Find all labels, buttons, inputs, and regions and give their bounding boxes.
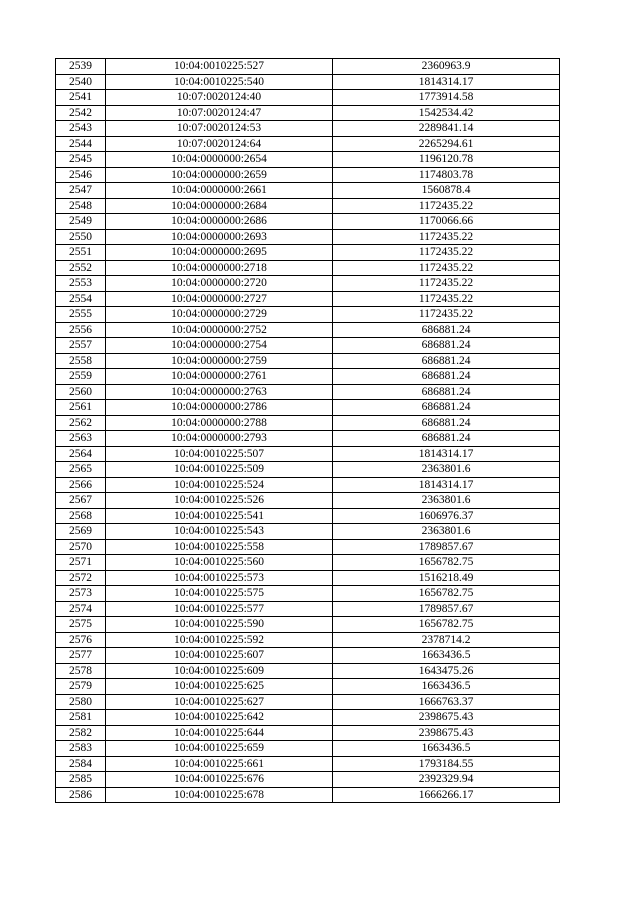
table-row: [56, 663, 560, 679]
table-row: [56, 679, 560, 695]
cadastral-number-cell: 10:04:0000000:2729: [106, 307, 333, 323]
row-number-cell: 2549: [56, 214, 106, 230]
table-row: [56, 152, 560, 168]
row-number-cell: 2564: [56, 446, 106, 462]
cadastral-number-cell: 10:04:0010225:560: [106, 555, 333, 571]
value-cell: 1793184.55: [333, 756, 560, 772]
value-cell: 686881.24: [333, 369, 560, 385]
row-number-cell: 2554: [56, 291, 106, 307]
cadastral-number-cell: 10:04:0010225:509: [106, 462, 333, 478]
row-number-cell: 2560: [56, 384, 106, 400]
cadastral-number-cell: 10:04:0000000:2654: [106, 152, 333, 168]
value-cell: 686881.24: [333, 322, 560, 338]
row-number-cell: 2561: [56, 400, 106, 416]
table-row: [56, 59, 560, 75]
table-row: [56, 524, 560, 540]
cadastral-number-cell: 10:04:0010225:573: [106, 570, 333, 586]
cadastral-number-cell: 10:04:0010225:541: [106, 508, 333, 524]
row-number-cell: 2575: [56, 617, 106, 633]
cadastral-number-cell: 10:04:0010225:607: [106, 648, 333, 664]
value-cell: 1606976.37: [333, 508, 560, 524]
cadastral-number-cell: 10:04:0010225:676: [106, 772, 333, 788]
table-row: [56, 322, 560, 338]
value-cell: 1542534.42: [333, 105, 560, 121]
table-row: [56, 74, 560, 90]
cadastral-number-cell: 10:04:0010225:527: [106, 59, 333, 75]
value-cell: 1789857.67: [333, 539, 560, 555]
value-cell: 1560878.4: [333, 183, 560, 199]
table-row: [56, 229, 560, 245]
row-number-cell: 2547: [56, 183, 106, 199]
table-row: [56, 508, 560, 524]
value-cell: 1656782.75: [333, 555, 560, 571]
value-cell: 1656782.75: [333, 617, 560, 633]
row-number-cell: 2580: [56, 694, 106, 710]
value-cell: 1666266.17: [333, 787, 560, 803]
row-number-cell: 2571: [56, 555, 106, 571]
row-number-cell: 2555: [56, 307, 106, 323]
table-body: [56, 59, 560, 803]
row-number-cell: 2551: [56, 245, 106, 261]
value-cell: 1516218.49: [333, 570, 560, 586]
cadastral-number-cell: 10:04:0010225:526: [106, 493, 333, 509]
value-cell: 2360963.9: [333, 59, 560, 75]
table-row: [56, 617, 560, 633]
table-row: [56, 214, 560, 230]
table-row: [56, 167, 560, 183]
row-number-cell: 2567: [56, 493, 106, 509]
value-cell: 1643475.26: [333, 663, 560, 679]
value-cell: 1172435.22: [333, 198, 560, 214]
table-row: [56, 741, 560, 757]
cadastral-number-cell: 10:04:0010225:678: [106, 787, 333, 803]
cadastral-number-cell: 10:04:0010225:661: [106, 756, 333, 772]
value-cell: 2289841.14: [333, 121, 560, 137]
row-number-cell: 2576: [56, 632, 106, 648]
row-number-cell: 2543: [56, 121, 106, 137]
row-number-cell: 2572: [56, 570, 106, 586]
value-cell: 1814314.17: [333, 74, 560, 90]
value-cell: 2378714.2: [333, 632, 560, 648]
table-row: [56, 539, 560, 555]
table-row: [56, 291, 560, 307]
row-number-cell: 2586: [56, 787, 106, 803]
row-number-cell: 2584: [56, 756, 106, 772]
cadastral-number-cell: 10:04:0010225:644: [106, 725, 333, 741]
row-number-cell: 2579: [56, 679, 106, 695]
table-row: [56, 710, 560, 726]
table-row: [56, 353, 560, 369]
table-row: [56, 415, 560, 431]
value-cell: 2398675.43: [333, 710, 560, 726]
row-number-cell: 2546: [56, 167, 106, 183]
value-cell: 1172435.22: [333, 291, 560, 307]
value-cell: 2392329.94: [333, 772, 560, 788]
cadastral-number-cell: 10:04:0000000:2752: [106, 322, 333, 338]
table-row: [56, 183, 560, 199]
cadastral-number-cell: 10:04:0010225:642: [106, 710, 333, 726]
table-row: [56, 462, 560, 478]
cadastral-number-cell: 10:07:0020124:53: [106, 121, 333, 137]
table-row: [56, 756, 560, 772]
row-number-cell: 2585: [56, 772, 106, 788]
cadastral-number-cell: 10:04:0000000:2684: [106, 198, 333, 214]
cadastral-number-cell: 10:04:0010225:592: [106, 632, 333, 648]
table-row: [56, 105, 560, 121]
table-row: [56, 725, 560, 741]
row-number-cell: 2562: [56, 415, 106, 431]
value-cell: 1663436.5: [333, 648, 560, 664]
table-row: [56, 787, 560, 803]
cadastral-number-cell: 10:04:0000000:2786: [106, 400, 333, 416]
table-row: [56, 772, 560, 788]
row-number-cell: 2559: [56, 369, 106, 385]
row-number-cell: 2583: [56, 741, 106, 757]
row-number-cell: 2539: [56, 59, 106, 75]
table-row: [56, 260, 560, 276]
cadastral-number-cell: 10:04:0010225:507: [106, 446, 333, 462]
value-cell: 2363801.6: [333, 493, 560, 509]
cadastral-number-cell: 10:04:0000000:2793: [106, 431, 333, 447]
cadastral-number-cell: 10:04:0010225:625: [106, 679, 333, 695]
cadastral-number-cell: 10:04:0000000:2661: [106, 183, 333, 199]
cadastral-number-cell: 10:04:0000000:2695: [106, 245, 333, 261]
value-cell: 1172435.22: [333, 245, 560, 261]
row-number-cell: 2565: [56, 462, 106, 478]
value-cell: 686881.24: [333, 353, 560, 369]
cadastral-number-cell: 10:04:0000000:2659: [106, 167, 333, 183]
value-cell: 1174803.78: [333, 167, 560, 183]
table-row: [56, 431, 560, 447]
value-cell: 1172435.22: [333, 307, 560, 323]
value-cell: 686881.24: [333, 338, 560, 354]
value-cell: 1666763.37: [333, 694, 560, 710]
cadastral-number-cell: 10:04:0000000:2761: [106, 369, 333, 385]
value-cell: 2363801.6: [333, 524, 560, 540]
table-row: [56, 570, 560, 586]
row-number-cell: 2556: [56, 322, 106, 338]
table-row: [56, 555, 560, 571]
row-number-cell: 2541: [56, 90, 106, 106]
row-number-cell: 2573: [56, 586, 106, 602]
table-row: [56, 400, 560, 416]
row-number-cell: 2544: [56, 136, 106, 152]
cadastral-number-cell: 10:04:0010225:524: [106, 477, 333, 493]
row-number-cell: 2578: [56, 663, 106, 679]
table-row: [56, 586, 560, 602]
cadastral-number-cell: 10:04:0000000:2727: [106, 291, 333, 307]
row-number-cell: 2558: [56, 353, 106, 369]
value-cell: 1172435.22: [333, 229, 560, 245]
cadastral-number-cell: 10:04:0000000:2759: [106, 353, 333, 369]
cadastral-number-cell: 10:04:0000000:2718: [106, 260, 333, 276]
value-cell: 1656782.75: [333, 586, 560, 602]
cadastral-number-cell: 10:04:0010225:575: [106, 586, 333, 602]
row-number-cell: 2552: [56, 260, 106, 276]
table-row: [56, 493, 560, 509]
row-number-cell: 2570: [56, 539, 106, 555]
row-number-cell: 2577: [56, 648, 106, 664]
cadastral-number-cell: 10:04:0000000:2788: [106, 415, 333, 431]
row-number-cell: 2574: [56, 601, 106, 617]
table-row: [56, 694, 560, 710]
table-row: [56, 90, 560, 106]
row-number-cell: 2563: [56, 431, 106, 447]
table-row: [56, 338, 560, 354]
value-cell: 1789857.67: [333, 601, 560, 617]
cadastral-number-cell: 10:04:0000000:2720: [106, 276, 333, 292]
table-row: [56, 446, 560, 462]
cadastral-number-cell: 10:04:0010225:540: [106, 74, 333, 90]
table-row: [56, 245, 560, 261]
value-cell: 2398675.43: [333, 725, 560, 741]
value-cell: 686881.24: [333, 431, 560, 447]
row-number-cell: 2582: [56, 725, 106, 741]
row-number-cell: 2545: [56, 152, 106, 168]
value-cell: 1814314.17: [333, 477, 560, 493]
cadastral-number-cell: 10:04:0000000:2693: [106, 229, 333, 245]
cadastral-number-cell: 10:04:0000000:2754: [106, 338, 333, 354]
value-cell: 686881.24: [333, 400, 560, 416]
row-number-cell: 2581: [56, 710, 106, 726]
row-number-cell: 2540: [56, 74, 106, 90]
table-row: [56, 601, 560, 617]
row-number-cell: 2557: [56, 338, 106, 354]
row-number-cell: 2569: [56, 524, 106, 540]
value-cell: 2265294.61: [333, 136, 560, 152]
cadastral-number-cell: 10:04:0010225:627: [106, 694, 333, 710]
cadastral-number-cell: 10:04:0010225:543: [106, 524, 333, 540]
row-number-cell: 2548: [56, 198, 106, 214]
table-row: [56, 384, 560, 400]
cadastral-number-cell: 10:04:0000000:2686: [106, 214, 333, 230]
row-number-cell: 2568: [56, 508, 106, 524]
cadastral-number-cell: 10:07:0020124:64: [106, 136, 333, 152]
value-cell: 1814314.17: [333, 446, 560, 462]
cadastral-number-cell: 10:04:0010225:577: [106, 601, 333, 617]
value-cell: 1773914.58: [333, 90, 560, 106]
value-cell: 686881.24: [333, 384, 560, 400]
row-number-cell: 2542: [56, 105, 106, 121]
table-row: [56, 198, 560, 214]
table-row: [56, 648, 560, 664]
cadastral-number-cell: 10:07:0020124:47: [106, 105, 333, 121]
row-number-cell: 2550: [56, 229, 106, 245]
table-row: [56, 477, 560, 493]
cadastral-number-cell: 10:04:0010225:590: [106, 617, 333, 633]
value-cell: 1663436.5: [333, 741, 560, 757]
cadastral-number-cell: 10:07:0020124:40: [106, 90, 333, 106]
table-row: [56, 136, 560, 152]
table-row: [56, 121, 560, 137]
value-cell: 2363801.6: [333, 462, 560, 478]
value-cell: 1196120.78: [333, 152, 560, 168]
value-cell: 686881.24: [333, 415, 560, 431]
cadastral-number-cell: 10:04:0010225:558: [106, 539, 333, 555]
row-number-cell: 2566: [56, 477, 106, 493]
cadastral-number-cell: 10:04:0010225:659: [106, 741, 333, 757]
value-cell: 1172435.22: [333, 276, 560, 292]
table-row: [56, 307, 560, 323]
data-table: [55, 58, 560, 803]
table-row: [56, 632, 560, 648]
value-cell: 1172435.22: [333, 260, 560, 276]
table-row: [56, 369, 560, 385]
value-cell: 1170066.66: [333, 214, 560, 230]
cadastral-number-cell: 10:04:0010225:609: [106, 663, 333, 679]
cadastral-number-cell: 10:04:0000000:2763: [106, 384, 333, 400]
row-number-cell: 2553: [56, 276, 106, 292]
value-cell: 1663436.5: [333, 679, 560, 695]
table-row: [56, 276, 560, 292]
